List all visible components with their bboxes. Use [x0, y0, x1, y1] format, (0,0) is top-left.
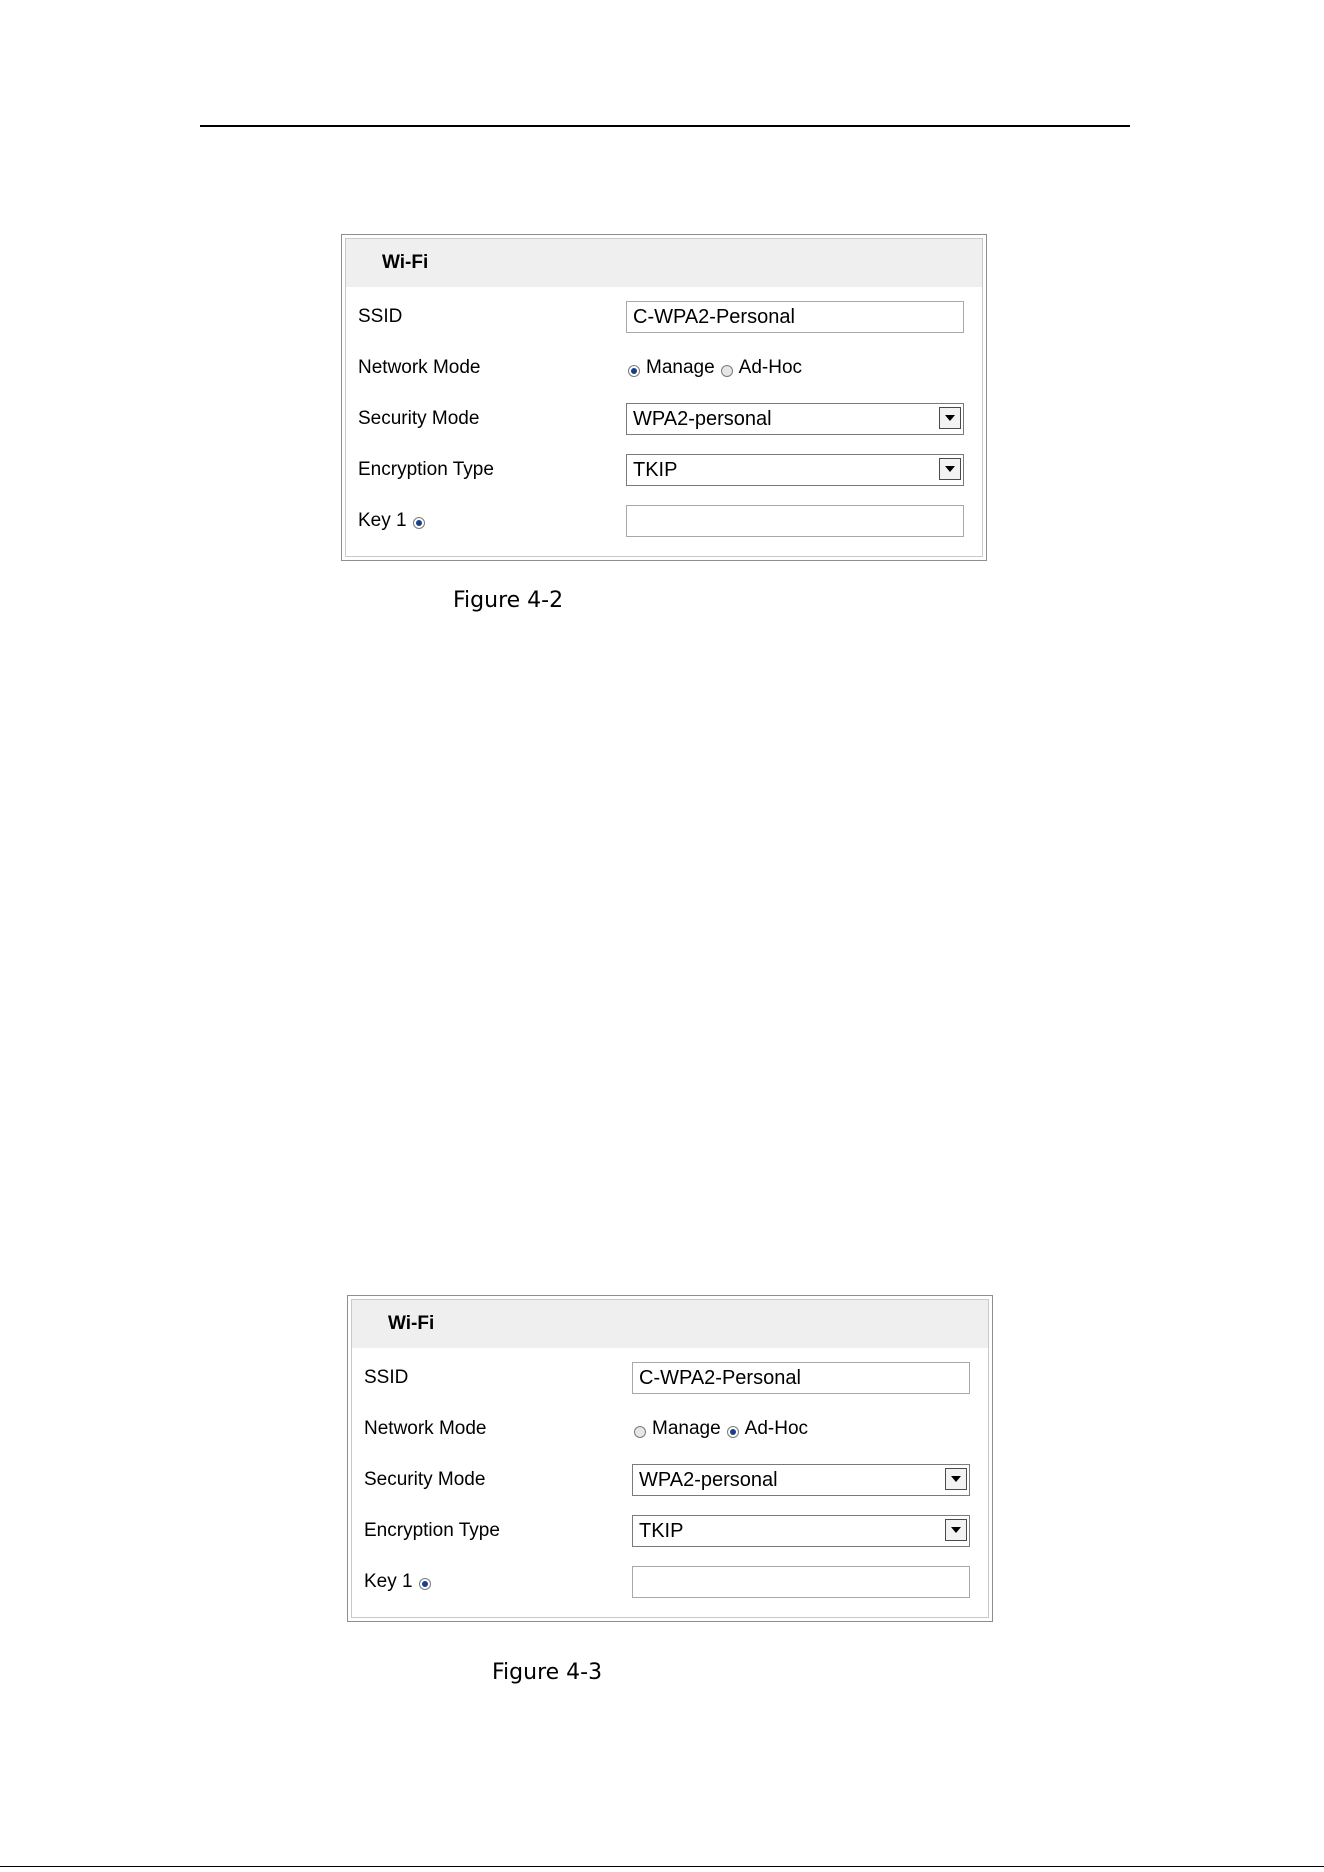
- manage-radio-label: Manage: [646, 357, 715, 378]
- encryption-type-value: TKIP: [633, 459, 678, 481]
- panel-title: Wi-Fi: [346, 239, 982, 287]
- ssid-label: SSID: [364, 1367, 409, 1388]
- figure-caption: Figure 4-3: [492, 1660, 603, 1685]
- network-mode-row: [364, 1413, 988, 1445]
- security-mode-select[interactable]: [626, 403, 964, 435]
- security-mode-label: Security Mode: [358, 408, 480, 429]
- chevron-down-icon[interactable]: [945, 1519, 967, 1541]
- ssid-input[interactable]: C-WPA2-Personal: [626, 301, 964, 333]
- security-mode-label: Security Mode: [364, 1469, 486, 1490]
- adhoc-radio[interactable]: [727, 1426, 739, 1438]
- encryption-type-label: Encryption Type: [358, 459, 494, 480]
- security-mode-row: [364, 1464, 988, 1496]
- network-mode-label: Network Mode: [364, 1418, 487, 1439]
- chevron-down-icon[interactable]: [939, 458, 961, 480]
- key-label-wrap: [364, 1566, 431, 1598]
- ssid-row: [358, 301, 982, 333]
- key-1-radio[interactable]: [413, 517, 425, 529]
- adhoc-radio-label: Ad-Hoc: [738, 357, 803, 378]
- network-mode-radio-group: [626, 352, 802, 384]
- key-label: Key 1: [358, 510, 407, 531]
- manage-radio[interactable]: [628, 365, 640, 377]
- network-mode-row: [358, 352, 982, 384]
- figure-caption: Figure 4-2: [453, 588, 564, 613]
- chevron-down-icon[interactable]: [945, 1468, 967, 1490]
- key-input[interactable]: [632, 1566, 970, 1598]
- security-mode-value: WPA2-personal: [633, 408, 772, 430]
- encryption-type-select[interactable]: [626, 454, 964, 486]
- panel-inner: [345, 238, 983, 557]
- key-row: [358, 505, 982, 537]
- security-mode-row: [358, 403, 982, 435]
- manage-radio-label: Manage: [652, 1418, 721, 1439]
- security-mode-select[interactable]: [632, 1464, 970, 1496]
- chevron-down-icon[interactable]: [939, 407, 961, 429]
- wifi-settings-panel: [347, 1295, 993, 1622]
- ssid-row: [364, 1362, 988, 1394]
- adhoc-radio-label: Ad-Hoc: [744, 1418, 809, 1439]
- key-1-radio[interactable]: [419, 1578, 431, 1590]
- encryption-type-row: [364, 1515, 988, 1547]
- encryption-type-value: TKIP: [639, 1520, 684, 1542]
- adhoc-radio[interactable]: [721, 365, 733, 377]
- security-mode-value: WPA2-personal: [639, 1469, 778, 1491]
- key-row: [364, 1566, 988, 1598]
- panel-title: Wi-Fi: [352, 1300, 988, 1348]
- encryption-type-row: [358, 454, 982, 486]
- footer-rule: [0, 1866, 1324, 1867]
- key-label-wrap: [358, 505, 425, 537]
- network-mode-label: Network Mode: [358, 357, 481, 378]
- panel-inner: [351, 1299, 989, 1618]
- encryption-type-select[interactable]: [632, 1515, 970, 1547]
- wifi-settings-panel: [341, 234, 987, 561]
- key-label: Key 1: [364, 1571, 413, 1592]
- encryption-type-label: Encryption Type: [364, 1520, 500, 1541]
- key-input[interactable]: [626, 505, 964, 537]
- ssid-label: SSID: [358, 306, 403, 327]
- manage-radio[interactable]: [634, 1426, 646, 1438]
- header-rule: [200, 125, 1130, 127]
- network-mode-radio-group: [632, 1413, 808, 1445]
- ssid-input[interactable]: C-WPA2-Personal: [632, 1362, 970, 1394]
